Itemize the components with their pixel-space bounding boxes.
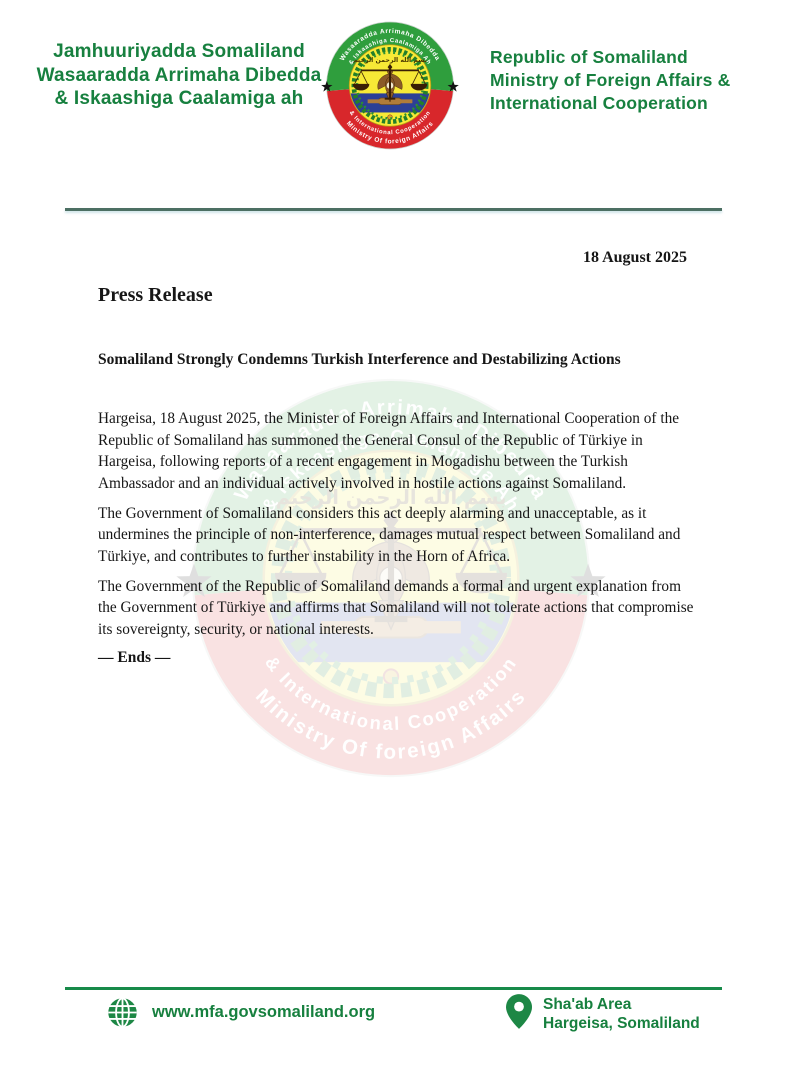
somali-title-line: & Iskaashiga Caalamiga ah [54, 88, 304, 109]
footer-address [506, 994, 700, 1033]
english-title-line: International Cooperation [490, 93, 708, 113]
paragraph-3: The Government of the Republic of Somaliland demands a formal and urgent explanation from the Government of Türkiye and affirms that Somaliland will not tolerate actions that compromise its sovereignty, security, or national interests. [98, 577, 694, 638]
location-pin-icon [506, 994, 532, 1029]
footer-divider [65, 987, 722, 990]
ends-marker: — Ends — [98, 649, 171, 666]
address-line-2: Hargeisa, Somaliland [543, 1015, 700, 1032]
paragraph-2: The Government of Somaliland considers this act deeply alarming and unacceptable, as it undermines the principle of non-interference, damages mutual respect between Somaliland and Türkiye, and contributes to further instability in the Horn of Africa. [98, 504, 681, 565]
somali-title-line: Wasaaradda Arrimaha Dibedda [36, 64, 322, 86]
english-title-line: Republic of Somaliland [490, 47, 688, 67]
document-title: Somaliland Strongly Condemns Turkish Interference and Destabilizing Actions [98, 351, 621, 368]
english-title-line: Ministry of Foreign Affairs & [490, 70, 731, 90]
website-link[interactable]: www.mfa.govsomaliland.org [152, 1003, 376, 1021]
footer-website [106, 996, 375, 1029]
ministry-name-english [490, 46, 765, 115]
address-line-1: Sha'ab Area [543, 996, 632, 1013]
ministry-seal [315, 8, 465, 163]
ministry-name-somali [28, 40, 330, 111]
header-divider [65, 208, 722, 211]
somali-title-line: Jamhuuriyadda Somaliland [53, 41, 305, 62]
document-date: 18 August 2025 [582, 249, 687, 266]
press-release-heading: Press Release [98, 284, 213, 306]
globe-icon [106, 996, 139, 1029]
document-body [98, 240, 697, 667]
paragraph-1: Hargeisa, 18 August 2025, the Minister of Foreign Affairs and International Cooperation of the Republic of Somaliland has summoned the General Consul of the Republic of Türkiye in Hargeisa, following reports of a recent engagement in Mogadishu between the Turkish Ambassador and an individual actively involved in hostile actions against Somaliland. [98, 410, 680, 492]
